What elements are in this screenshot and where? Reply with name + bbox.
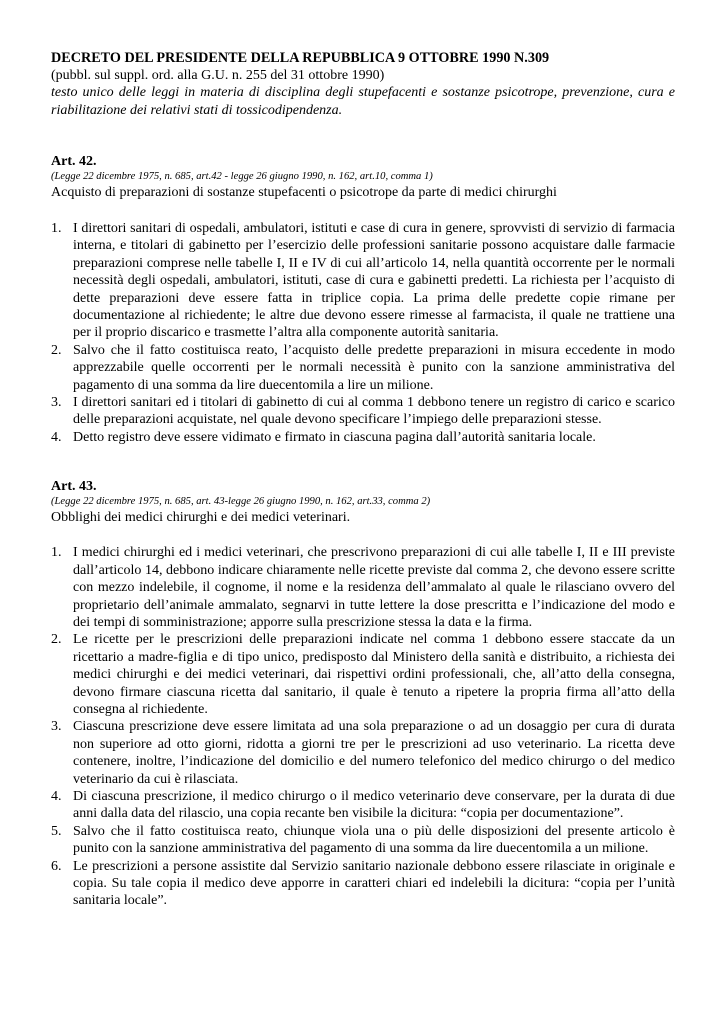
article-items xyxy=(51,220,675,446)
document-description: testo unico delle leggi in materia di disciplina degli stupefacenti e sostanze psicotrope, prevenzione, cura e riabilitazione dei relativi stati di tossicodipendenza. xyxy=(51,85,675,118)
article-heading: Art. 43. xyxy=(51,479,97,495)
item-number: 2. xyxy=(51,632,62,648)
item-text: I direttori sanitari ed i titolari di gabinetto di cui al comma 1 debbono tenere un registro di carico e scarico delle preparazioni acquistate, nel quale devono specificare l’impiego delle preparazioni stesse. xyxy=(73,395,675,428)
article-heading: Art. 42. xyxy=(51,154,97,169)
list-item xyxy=(51,220,675,342)
item-text: Detto registro deve essere vidimato e firmato in ciascuna pagina dall’autorità sanitaria locale. xyxy=(73,429,596,445)
list-item xyxy=(51,788,675,823)
article-subject: Acquisto di preparazioni di sostanze stupefacenti o psicotrope da parte di medici chirurghi xyxy=(51,185,557,200)
list-item xyxy=(51,718,675,788)
item-number: 6. xyxy=(51,858,62,874)
article-42 xyxy=(51,153,675,446)
article-items xyxy=(51,544,675,910)
list-item xyxy=(51,429,675,446)
item-number: 3. xyxy=(51,395,62,411)
list-item xyxy=(51,631,675,718)
document-title: DECRETO DEL PRESIDENTE DELLA REPUBBLICA 9 OTTOBRE 1990 N.309 xyxy=(51,50,550,66)
article-subject: Obblighi dei medici chirurghi e dei medici veterinari. xyxy=(51,510,351,526)
document-header xyxy=(51,50,675,120)
item-number: 4. xyxy=(51,429,62,445)
item-text: I direttori sanitari di ospedali, ambulatori, istituti e case di cura in genere, sprovvisti di servizio di farmacia interna, e titolari di gabinetto per l’esercizio delle professioni sanitarie possono acquistare dalle farmacie preparazioni comprese nelle tabelle I, II e IV di cui all’articolo 14, nella quantità occorrente per le normali necessità degli ospedali, ambulatori, istituti, case di cura e gabinetti predetti. La richiesta per l’acquisto di dette preparazioni deve essere fatta in triplice copia. La prima delle predette copie rimane per documentazione al richiedente; le altre due devono essere rimesse al farmacista, il quale ne trattiene una per il proprio discarico e trasmette l’altra alla componente autorità sanitaria. xyxy=(73,221,675,341)
item-text: Le ricette per le prescrizioni delle preparazioni indicate nel comma 1 debbono essere staccate da un ricettario a madre-figlia e di tipo unico, predisposto dal Ministero della sanità e distribuito, a richiesta dei medici chirurghi e dei medici veterinari, dai rispettivi ordini professionali, che, all’atto della consegna, devono firmare ciascuna ricetta dal sanitario, il quale è tenuto a ripetere la propria firma all’atto della consegna al richiedente. xyxy=(73,632,675,717)
item-text: I medici chirurghi ed i medici veterinari, che prescrivono preparazioni di cui alle tabelle I, II e III previste dall’articolo 14, debbono indicare chiaramente nelle ricette previste dal comma 2, che devono essere scritte con mezzo indelebile, il cognome, il nome e la residenza dell’ammalato al quale le rilasciano ovvero del proprietario dell’animale ammalato, segnarvi in tutte lettere la dose prescritta e l’indicazione del modo e dei tempi di somministrazione; apporre sulla prescrizione stessa la data e la firma. xyxy=(73,545,675,630)
article-43 xyxy=(51,478,675,910)
list-item xyxy=(51,544,675,631)
item-number: 2. xyxy=(51,342,62,358)
item-text: Salvo che il fatto costituisca reato, chiunque viola una o più delle disposizioni del presente articolo è punito con la sanzione amministrativa del pagamento di una somma da lire duecentomila a un milione. xyxy=(73,823,675,857)
list-item xyxy=(51,823,675,858)
item-text: Di ciascuna prescrizione, il medico chirurgo o il medico veterinario deve conservare, per la durata di due anni dalla data del rilascio, una copia recante ben visibile la dicitura: “copia per documentazione”. xyxy=(73,788,675,822)
list-item xyxy=(51,394,675,429)
publication-note: (pubbl. sul suppl. ord. alla G.U. n. 255 del 31 ottobre 1990) xyxy=(51,68,385,83)
item-number: 1. xyxy=(51,545,62,561)
article-reference: (Legge 22 dicembre 1975, n. 685, art. 43-legge 26 giugno 1990, n. 162, art.33, comma 2) xyxy=(51,496,431,508)
item-number: 3. xyxy=(51,719,62,735)
article-reference: (Legge 22 dicembre 1975, n. 685, art.42 - legge 26 giugno 1990, n. 162, art.10, comma 1) xyxy=(51,171,433,182)
item-number: 4. xyxy=(51,788,62,804)
item-text: Salvo che il fatto costituisca reato, l’acquisto delle predette preparazioni in misura eccedente in modo apprezzabile quelle occorrenti per le normali necessità è punito con la sanzione amministrativa del pagamento di una somma da lire duecentomila a lire un milione. xyxy=(73,342,675,393)
item-text: Ciascuna prescrizione deve essere limitata ad una sola preparazione o ad un dosaggio per cura di durata non superiore ad otto giorni, ridotta a giorni tre per le prescrizioni ad uso veterinario. La ricetta deve contenere, inoltre, l’indicazione del domicilio e del numero telefonico del medico chirurgo o del medico veterinario da cui è rilasciata. xyxy=(73,719,675,787)
list-item xyxy=(51,858,675,910)
item-text: Le prescrizioni a persone assistite dal Servizio sanitario nazionale debbono essere rilasciate in originale e copia. Su tale copia il medico deve apporre in caratteri chiari ed indelebili la dicitura: “copia per l’unità sanitaria locale”. xyxy=(73,858,675,909)
list-item xyxy=(51,342,675,394)
item-number: 1. xyxy=(51,221,62,236)
document-page xyxy=(51,50,675,910)
item-number: 5. xyxy=(51,823,62,839)
